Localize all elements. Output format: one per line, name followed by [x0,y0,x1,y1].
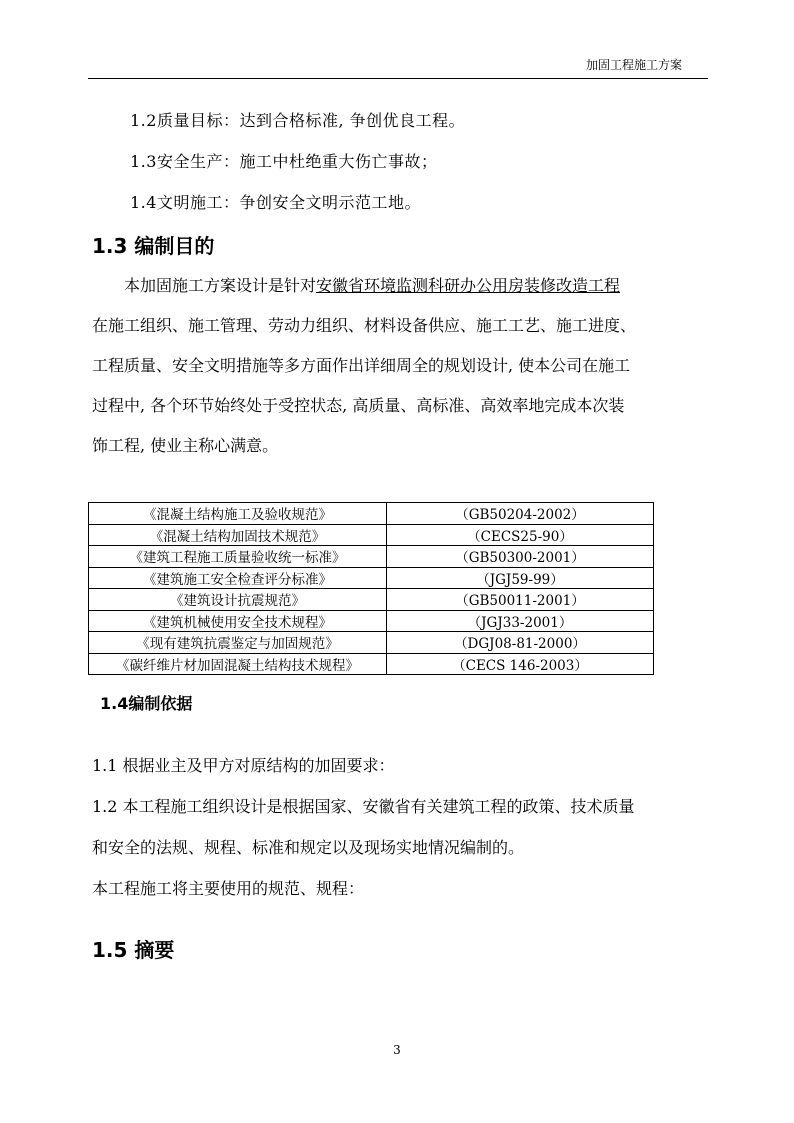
table-row [89,653,654,675]
paragraph-line-1-text: 本加固施工方案设计是针对 [124,276,317,295]
standard-code: （CECS 146-2003） [387,653,654,675]
standard-code: （JGJ33-2001） [387,610,654,632]
standard-code: （GB50204-2002） [387,503,654,525]
paragraph-line-4: 过程中, 各个环节始终处于受控状态, 高质量、高标准、高效率地完成本次装 [92,396,625,415]
basis-item-2-line-1: 1.2 本工程施工组织设计是根据国家、安徽省有关建筑工程的政策、技术质量 [92,797,635,816]
goal-quality: 1.2质量目标：达到合格标准, 争创优良工程。 [130,111,466,130]
standards-table [88,502,654,675]
page-number: 3 [393,1043,401,1057]
paragraph-line-2: 在施工组织、施工管理、劳动力组织、材料设备供应、施工工艺、施工进度、 [92,316,637,335]
paragraph-line-5: 饰工程, 使业主称心满意。 [92,436,279,455]
standards-intro-note: 本工程施工将主要使用的规范、规程： [92,879,365,898]
section-heading-1-3: 1.3 编制目的 [92,234,215,258]
standard-code: （GB50300-2001） [387,546,654,568]
basis-item-2-line-2: 和安全的法规、规程、标准和规定以及现场实地情况编制的。 [92,838,525,857]
table-row [89,524,654,546]
standard-name: 《碳纤维片材加固混凝土结构技术规程》 [89,653,387,675]
table-row [89,503,654,525]
header-rule [88,78,708,79]
paragraph-line-1 [92,266,712,306]
section-heading-1-5: 1.5 摘要 [92,938,175,962]
standard-name: 《混凝土结构施工及验收规范》 [89,503,387,525]
paragraph-line-3: 工程质量、安全文明措施等多方面作出详细周全的规划设计, 使本公司在施工 [92,356,631,375]
standard-code: （CECS25-90） [387,524,654,546]
project-name-underlined: 安徽省环境监测科研办公用房装修改造工程 [316,276,621,295]
table-row [89,589,654,611]
standard-code: （JGJ59-99） [387,567,654,589]
table-row [89,632,654,654]
section-1-3-paragraph [92,266,712,466]
standard-name: 《混凝土结构加固技术规范》 [89,524,387,546]
section-heading-1-4: 1.4编制依据 [100,694,193,713]
table-row [89,546,654,568]
basis-item-1: 1.1 根据业主及甲方对原结构的加固要求： [92,756,395,775]
standard-name: 《建筑设计抗震规范》 [89,589,387,611]
table-row [89,567,654,589]
standard-name: 《现有建筑抗震鉴定与加固规范》 [89,632,387,654]
standard-name: 《建筑工程施工质量验收统一标准》 [89,546,387,568]
page-header-title: 加固工程施工方案 [586,58,683,72]
standard-code: （GB50011-2001） [387,589,654,611]
goal-safety: 1.3安全生产：施工中杜绝重大伤亡事故； [130,152,438,171]
goal-civilized: 1.4文明施工：争创安全文明示范工地。 [130,193,421,212]
standard-name: 《建筑机械使用安全技术规程》 [89,610,387,632]
standard-name: 《建筑施工安全检查评分标准》 [89,567,387,589]
table-row [89,610,654,632]
standard-code: （DGJ08-81-2000） [387,632,654,654]
